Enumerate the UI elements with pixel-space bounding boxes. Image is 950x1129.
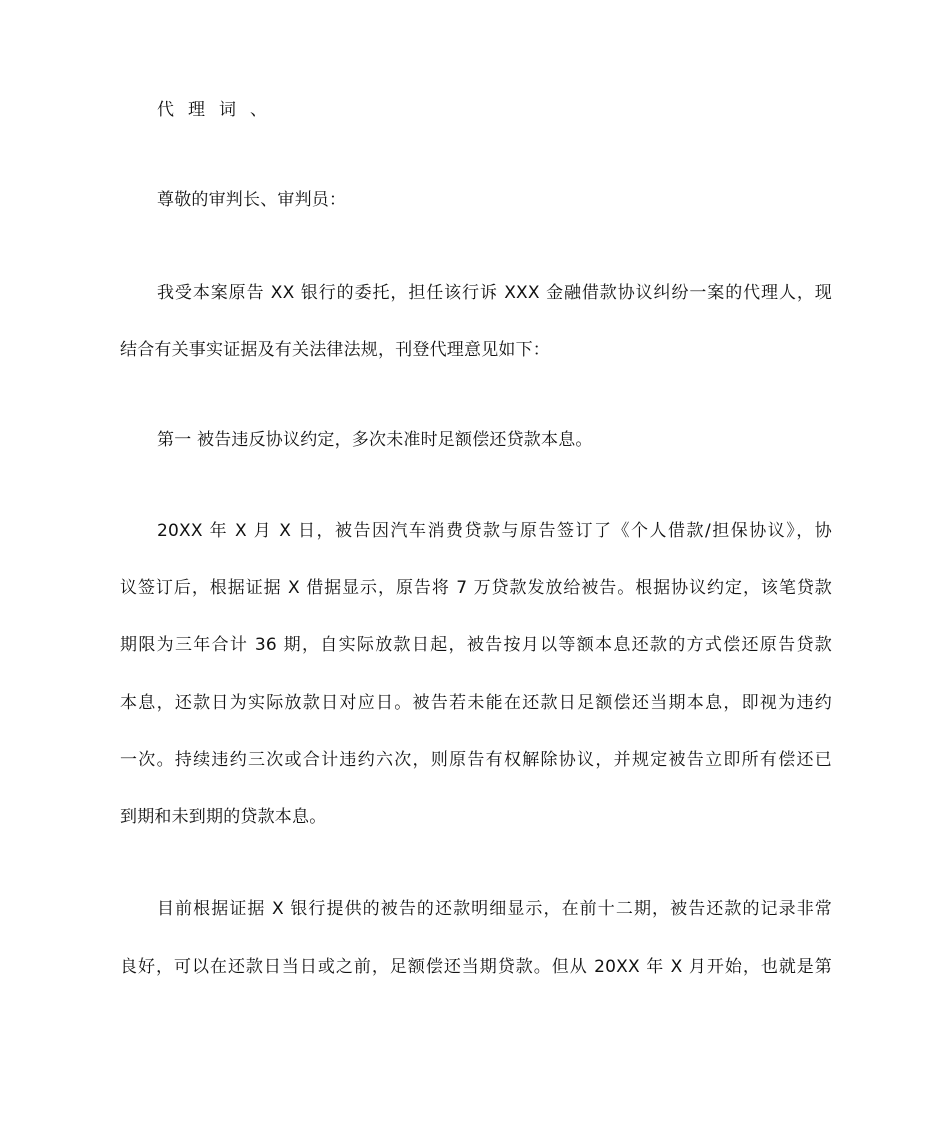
- document-title: 代理词、: [157, 100, 281, 120]
- paragraph-3-line-2: 议签订后，根据证据 X 借据显示，原告将 7 万贷款发放给被告。根据协议约定，该笔贷款: [120, 578, 832, 598]
- paragraph-3-line-6: 到期和未到期的贷款本息。: [120, 807, 327, 827]
- paragraph-3-line-1: 20XX 年 X 月 X 日，被告因汽车消费贷款与原告签订了《个人借款/担保协议》，协: [157, 521, 832, 541]
- paragraph-2-heading: 第一 被告违反协议约定，多次未准时足额偿还贷款本息。: [157, 430, 593, 450]
- paragraph-1-line-2: 结合有关事实证据及有关法律法规，刊登代理意见如下：: [120, 340, 550, 360]
- paragraph-1-line-1: 我受本案原告 XX 银行的委托，担任该行诉 XXX 金融借款协议纠纷一案的代理人，现: [157, 283, 832, 303]
- paragraph-3-line-4: 本息，还款日为实际放款日对应日。被告若未能在还款日足额偿还当期本息，即视为违约: [120, 693, 832, 713]
- paragraph-4-line-1: 目前根据证据 X 银行提供的被告的还款明细显示，在前十二期，被告还款的记录非常: [157, 899, 832, 919]
- salutation: 尊敬的审判长、审判员：: [157, 190, 347, 210]
- paragraph-3-line-5: 一次。持续违约三次或合计违约六次，则原告有权解除协议，并规定被告立即所有偿还已: [120, 750, 832, 770]
- paragraph-4-line-2: 良好，可以在还款日当日或之前，足额偿还当期贷款。但从 20XX 年 X 月开始，也就是第: [120, 957, 832, 977]
- paragraph-3-line-3: 期限为三年合计 36 期，自实际放款日起，被告按月以等额本息还款的方式偿还原告贷款: [120, 635, 832, 655]
